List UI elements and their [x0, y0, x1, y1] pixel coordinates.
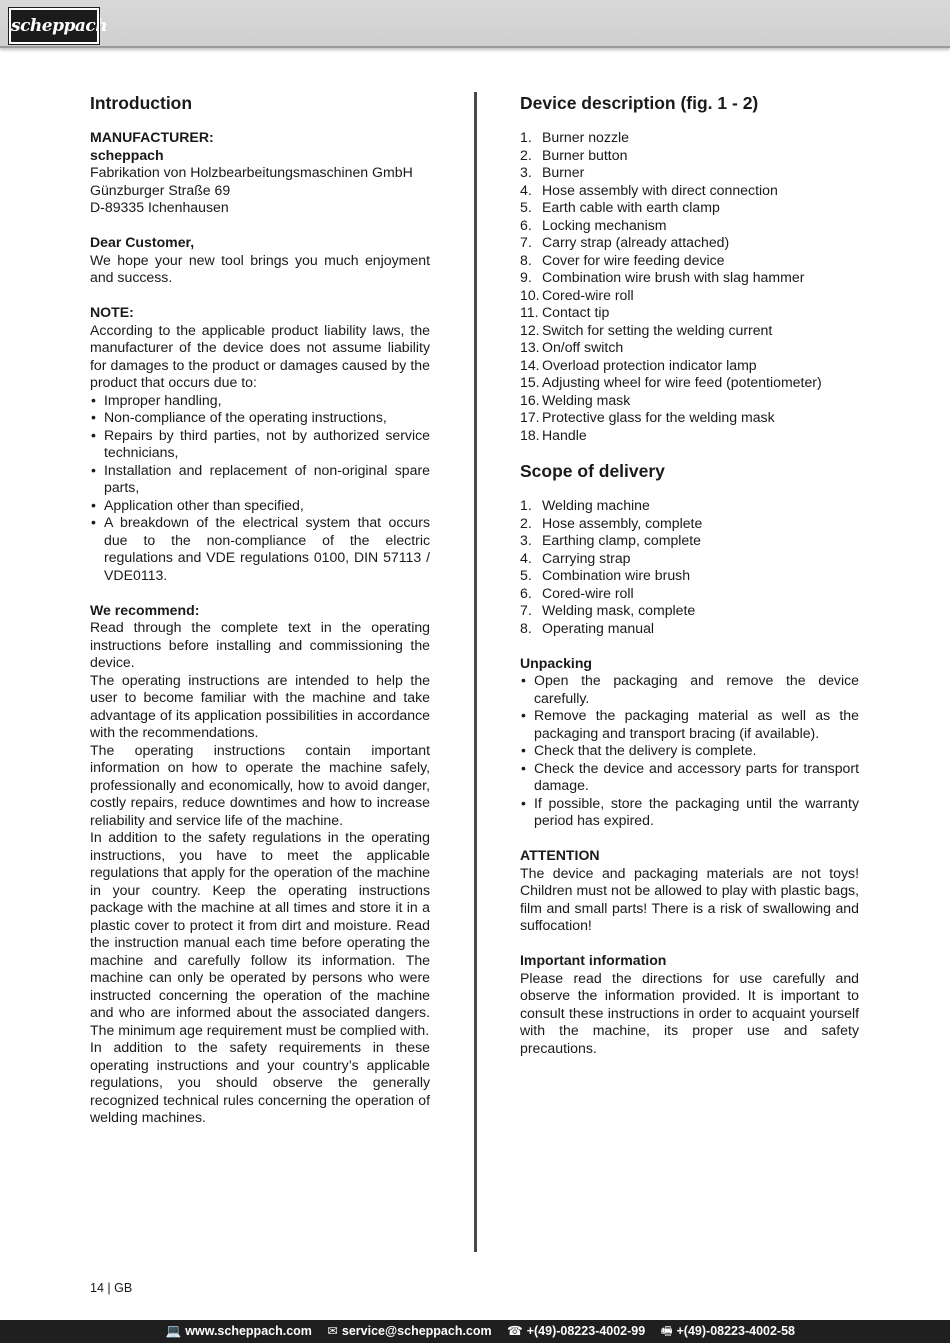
numbered-item — [520, 585, 859, 603]
numbered-item — [520, 392, 859, 410]
item-text: Combination wire brush with slag hammer — [542, 269, 805, 285]
list-item: • Application other than specified, — [90, 497, 430, 515]
list-item: • Installation and replacement of non-original spare parts, — [90, 462, 430, 497]
item-text: Contact tip — [542, 304, 610, 320]
item-text: Burner nozzle — [542, 129, 629, 145]
item-number: 6. — [520, 584, 532, 601]
list-item: • Remove the packaging material as well as the packaging and transport bracing (if available). — [520, 707, 859, 742]
computer-icon: 💻 — [165, 1324, 182, 1338]
item-number: 10. — [520, 286, 540, 303]
item-text: Earthing clamp, complete — [542, 532, 702, 548]
numbered-item — [520, 322, 859, 340]
numbered-item — [520, 620, 859, 638]
list-item: • A breakdown of the electrical system that occurs due to the non-compliance of the electric regulations and VDE regulations 0100, DIN 57113 / VDE0113. — [90, 514, 430, 584]
numbered-item — [520, 427, 859, 445]
dear-customer-label: Dear Customer, — [90, 234, 195, 250]
list-item: • Check that the delivery is complete. — [520, 742, 859, 760]
right-column — [520, 92, 859, 1057]
numbered-item — [520, 199, 859, 217]
numbered-item — [520, 339, 859, 357]
item-text: Adjusting wheel for wire feed (potentiometer) — [542, 374, 822, 390]
item-text: Locking mechanism — [542, 216, 667, 233]
item-number: 2. — [520, 146, 532, 163]
numbered-item — [520, 182, 859, 200]
footer-fax[interactable]: 🖷 +(49)-08223-4002-58 — [661, 1320, 795, 1343]
item-number: 8. — [520, 251, 532, 268]
recommend-label: We recommend: — [90, 601, 200, 618]
list-item: • Improper handling, — [90, 392, 430, 410]
recommend-paragraph: Read through the complete text in the operating instructions before installing and commissioning the device. — [90, 619, 430, 670]
numbered-item — [520, 602, 859, 620]
item-number: 2. — [520, 514, 532, 531]
numbered-item — [520, 409, 859, 427]
important-info-text: Please read the directions for use carefully and observe the information provided. It is important to consult these instructions in order to acquaint yourself with the machine, its proper use and safety precautions. — [520, 969, 859, 1056]
item-number: 1. — [520, 129, 532, 145]
item-text: Handle — [542, 426, 587, 443]
mail-icon: ✉ — [327, 1324, 338, 1338]
dear-customer-text: We hope your new tool brings you much enjoyment and success. — [90, 251, 430, 285]
address-line: Fabrikation von Holzbearbeitungsmaschinen GmbH — [90, 164, 413, 180]
item-text: Switch for setting the welding current — [542, 321, 773, 338]
item-text: Earth cable with earth clamp — [542, 199, 720, 215]
numbered-item — [520, 374, 859, 392]
numbered-item — [520, 269, 859, 287]
item-text: On/off switch — [542, 339, 624, 355]
item-number: 16. — [520, 391, 540, 408]
item-text: Protective glass for the welding mask — [542, 409, 775, 425]
page-number: 14 | GB — [90, 1281, 133, 1295]
numbered-item — [520, 129, 859, 147]
phone-icon: ☎ — [507, 1324, 523, 1338]
item-number: 12. — [520, 321, 540, 338]
numbered-item — [520, 252, 859, 270]
list-item: • Open the packaging and remove the device carefully. — [520, 672, 859, 707]
device-list — [520, 129, 859, 444]
numbered-item — [520, 550, 859, 568]
item-number: 3. — [520, 532, 532, 548]
item-number: 17. — [520, 409, 540, 425]
item-text: Welding mask — [542, 391, 631, 408]
item-text: Hose assembly with direct connection — [542, 181, 778, 198]
item-number: 8. — [520, 619, 532, 636]
scope-of-delivery-heading: Scope of delivery — [520, 461, 665, 481]
device-description-heading: Device description (fig. 1 - 2) — [520, 93, 759, 113]
numbered-item — [520, 217, 859, 235]
header-bar — [0, 0, 950, 48]
item-number: 5. — [520, 199, 532, 215]
item-number: 6. — [520, 216, 532, 233]
note-list — [90, 392, 430, 585]
note-text: According to the applicable product liability laws, the manufacturer of the device does not assume liability for damages to the product or damages caused by the product that occurs due to: — [90, 321, 430, 390]
recommend-paragraph: The operating instructions contain important information on how to operate the machine safely, professionally and economically, how to avoid danger, costly repairs, reduce downtimes and how to increase reliability and service life of the machine. — [90, 741, 430, 828]
item-text: Carry strap (already attached) — [542, 234, 730, 250]
item-number: 5. — [520, 567, 532, 583]
unpacking-list — [520, 672, 859, 830]
item-number: 9. — [520, 269, 532, 285]
item-text: Welding mask, complete — [542, 602, 696, 618]
footer-phone[interactable]: ☎ +(49)-08223-4002-99 — [507, 1320, 645, 1343]
introduction-heading: Introduction — [90, 93, 193, 113]
item-text: Burner button — [542, 146, 628, 163]
item-number: 15. — [520, 374, 540, 390]
item-text: Cover for wire feeding device — [542, 251, 725, 268]
fax-icon: 🖷 — [660, 1324, 673, 1338]
item-number: 4. — [520, 181, 532, 198]
numbered-item — [520, 567, 859, 585]
attention-label: ATTENTION — [520, 847, 600, 863]
item-text: Combination wire brush — [542, 567, 691, 583]
list-item: • Repairs by third parties, not by authorized service technicians, — [90, 427, 430, 462]
item-text: Overload protection indicator lamp — [542, 356, 757, 373]
numbered-item — [520, 147, 859, 165]
column-divider — [474, 92, 477, 1252]
numbered-item — [520, 234, 859, 252]
note-label: NOTE: — [90, 304, 134, 320]
address-line: D-89335 Ichenhausen — [90, 199, 229, 215]
item-text: Burner — [542, 164, 585, 180]
footer-bar — [0, 1320, 950, 1343]
item-text: Hose assembly, complete — [542, 514, 703, 531]
attention-text: The device and packaging materials are not toys! Children must not be allowed to play with plastic bags, film and small parts! There is a risk of swallowing and suffocation! — [520, 864, 859, 933]
list-item: • Check the device and accessory parts for transport damage. — [520, 760, 859, 795]
scheppach-logo: scheppach — [9, 8, 99, 44]
numbered-item — [520, 304, 859, 322]
item-number: 4. — [520, 549, 532, 566]
recommend-paragraph: The operating instructions are intended to help the user to become familiar with the machine and take advantage of its application possibilities in accordance with the recommendations. — [90, 671, 430, 740]
footer-website[interactable]: 💻 www.scheppach.com — [166, 1320, 312, 1343]
item-number: 13. — [520, 339, 540, 355]
footer-email[interactable]: ✉ service@scheppach.com — [327, 1320, 491, 1343]
address-line: Günzburger Straße 69 — [90, 181, 231, 198]
scope-list — [520, 497, 859, 637]
item-number: 14. — [520, 356, 540, 373]
numbered-item — [520, 532, 859, 550]
item-number: 3. — [520, 164, 532, 180]
unpacking-label: Unpacking — [520, 654, 593, 671]
important-info-label: Important information — [520, 952, 667, 968]
left-column — [90, 92, 430, 1127]
numbered-item — [520, 287, 859, 305]
manufacturer-name: scheppach — [90, 146, 164, 163]
recommend-paragraph: In addition to the safety requirements in these operating instructions and your country’s applicable regulations, you should observe the generally recognized technical rules concerning the operation of welding machines. — [90, 1039, 430, 1125]
item-number: 18. — [520, 426, 540, 443]
item-number: 7. — [520, 234, 532, 250]
list-item: • Non-compliance of the operating instructions, — [90, 409, 430, 427]
item-text: Carrying strap — [542, 549, 631, 566]
item-text: Operating manual — [542, 619, 655, 636]
numbered-item — [520, 515, 859, 533]
manufacturer-label: MANUFACTURER: — [90, 129, 214, 145]
numbered-item — [520, 164, 859, 182]
numbered-item — [520, 357, 859, 375]
item-text: Cored-wire roll — [542, 286, 634, 303]
numbered-item — [520, 497, 859, 515]
list-item: • If possible, store the packaging until the warranty period has expired. — [520, 795, 859, 830]
item-number: 1. — [520, 497, 532, 513]
item-text: Welding machine — [542, 497, 650, 513]
item-text: Cored-wire roll — [542, 584, 634, 601]
item-number: 7. — [520, 602, 532, 618]
item-number: 11. — [520, 304, 539, 320]
recommend-paragraph: In addition to the safety regulations in the operating instructions, you have to meet the applicable regulations that apply for the operation of the machine in your country. Keep the operating instructions package with the machine at all times and store it in a plastic cover to protect it from dirt and moisture. Read the instruction manual each time before operating the machine and carefully follow its information. The machine can only be operated by persons who were instructed concerning the operation of the machine and who are informed about the associated dangers. The minimum age requirement must be complied with. — [90, 829, 430, 1038]
